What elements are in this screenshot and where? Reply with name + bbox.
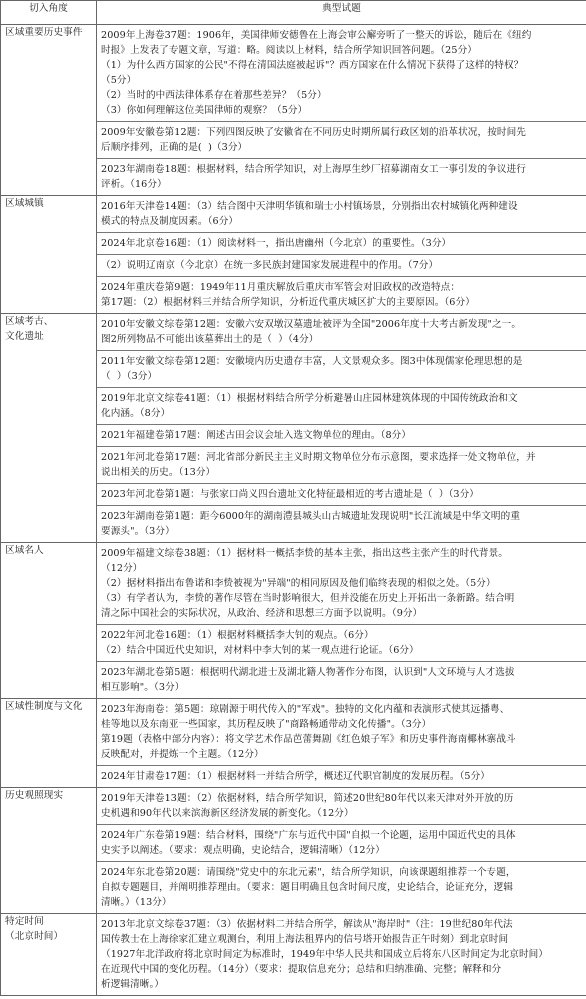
question-text-line: 史实予以阐述。（要求：观点明确，史论结合，逻辑清晰）（12分） <box>101 845 385 856</box>
question-item <box>97 824 586 861</box>
question-text-line: 评析。（16分） <box>101 179 167 190</box>
question-text-line: 2021年福建卷第17题：阐述古田会议会址入选文物单位的理由。（8分） <box>101 430 412 441</box>
header-typical-questions: 典型试题 <box>97 1 586 25</box>
question-text-line: 2022年河北卷16题：（1）根据材料概括李大钊的观点。（6分） <box>101 630 374 641</box>
question-item <box>97 505 586 542</box>
question-item <box>97 350 586 387</box>
question-text-line: 图2所列物品不可能出该墓葬出土的是（ ）（4分） <box>101 334 319 345</box>
question-item <box>97 861 586 913</box>
question-text-line: 第17题：（2）根据材料三并结合所学知识，分析近代重庆城区扩大的主要原因。（6分） <box>101 297 475 308</box>
category-label: 区域名人 <box>5 545 44 556</box>
question-item <box>101 788 582 824</box>
question-item <box>101 543 582 624</box>
question-item <box>97 158 586 195</box>
question-text-line: （2）当时的中西法律体系存在着那些差异？（5分） <box>101 90 327 101</box>
category-label: 文化遗址 <box>5 331 44 342</box>
question-text-line: （3）你如何理解这位美国律师的观察？（5分） <box>101 105 308 116</box>
question-text-line: 2023年湖南卷第1题：距今6000年的湖南澧县城头山古城遗址发现说明"长江流域是中华文明的重 <box>101 511 521 522</box>
question-text-line: 2024年北京卷16题：（1）阅读材料一，指出唐幽州（今北京）的重要性。（3分） <box>101 238 452 249</box>
category-label: 历史观照现实 <box>5 790 64 801</box>
question-text-line: （2）说明辽南京（今北京）在统一多民族封建国家发展进程中的作用。（7分） <box>101 260 439 271</box>
question-item <box>101 699 582 765</box>
table-row <box>1 25 586 196</box>
category-cell <box>1 914 97 996</box>
questions-cell <box>97 314 586 543</box>
question-text-line: 2009年安徽卷第12题：下列四图反映了安徽省在不同历史时期所属行政区划的沿革状况，按时间先 <box>101 127 526 138</box>
table-row <box>1 543 586 699</box>
question-text-line: 时报》上发表了专题文章，写道：略。阅读以上材料，结合所学知识回答问题。（25分） <box>101 45 477 56</box>
question-text-line: （1）为什么西方国家的公民"不得在清国法庭被起诉"？西方国家在什么情况下获得了这样的特权？ <box>101 60 524 71</box>
question-item <box>97 624 586 661</box>
category-cell <box>1 788 97 914</box>
question-text-line: （2）结合中国近代史知识，对材料中李大钊的某一观点进行论证。（6分） <box>101 645 419 656</box>
table-row <box>1 196 586 314</box>
question-text-line: 史机遇和90年代以来滨海新区经济发展的新变化。（12分） <box>101 808 354 819</box>
category-label: 区域考古、 <box>5 316 54 327</box>
question-item <box>97 276 586 313</box>
header-angle: 切入角度 <box>1 1 97 25</box>
question-item <box>97 765 586 787</box>
question-item <box>97 424 586 446</box>
question-text-line: 2023年河北卷第1题：与张家口尚义四台遗址文化特征最相近的考古遗址是（ ）（3分） <box>101 489 480 500</box>
table-row <box>1 788 586 914</box>
question-text-line: 清之际中国社会的实际状况，从政治、经济和思想三方面予以说明。（9分） <box>101 608 423 619</box>
questions-cell <box>97 699 586 788</box>
question-text-line: 2024年广东卷第19题：结合材料，围绕"广东与近代中国"自拟一个论题，运用中国近代史的具体 <box>101 830 516 841</box>
question-text-line: 2021年河北卷第17题：河北省部分新民主主义时期文物单位分布示意图，要求选择一处文物单位，并 <box>101 452 536 463</box>
question-text-line: 在近现代中国的变化历程。（14分）（要求：提取信息充分；总结和归纳准确、完整；解释和分 <box>101 964 502 975</box>
question-item <box>97 483 586 505</box>
question-text-line: 要源头"。（3分） <box>101 526 175 537</box>
questions-cell <box>97 543 586 699</box>
question-text-line: 2013年北京文综卷37题：（3）依据材料二并结合所学，解读从"海岸时"（注：19世纪80年代法 <box>101 919 513 930</box>
question-text-line: （12分） <box>101 563 143 574</box>
question-text-line: 2023年湖南卷18题：根据材料，结合所学知识，对上海厚生纱厂招募湖南女工一事引发的争议进行 <box>101 164 526 175</box>
question-text-line: 第19题（表格中部分内容）：将文学艺术作品芭蕾舞剧《红色娘子军》和历史事件海南椰林寨战斗 <box>101 734 516 745</box>
question-text-line: 国传教士在上海徐家汇建立观测台，利用上海法租界内的信号塔开始报告正午时刻）到北京时间 <box>101 934 509 945</box>
question-text-line: 后顺序排列，正确的是( )（3分） <box>101 142 248 153</box>
question-text-line: 反映配对，并提炼一个主题。（12分） <box>101 749 264 760</box>
category-cell <box>1 196 97 314</box>
question-text-line: （3）有学者认为，李贽的著作尽管在当时影响很大，但并没能在历史上开拓出一条新路。结合明 <box>101 593 515 604</box>
question-item <box>97 387 586 424</box>
question-text-line: 2024年甘肃卷17题：（1）根据材料一并结合所学，概述辽代职官制度的发展历程。（5分） <box>101 771 491 782</box>
question-text-line: 2016年天津卷14题：（3）结合图中天津明华镇和瑞士小村镇场景，分别指出农村城镇化两种建设 <box>101 201 518 212</box>
question-text-line: （1927年北洋政府将北京时间定为标准时，1949年中华人民共和国成立后将东八区时间定为北京时间） <box>101 949 549 960</box>
question-item <box>97 446 586 483</box>
category-label: 特定时间 <box>5 916 44 927</box>
table-row <box>1 314 586 543</box>
question-item <box>97 254 586 276</box>
question-text-line: 相互影响"。（3分） <box>101 682 185 693</box>
question-item <box>101 25 582 121</box>
question-text-line: 模式的特点及制度因素。（6分） <box>101 216 239 227</box>
category-cell <box>1 699 97 788</box>
question-text-line: 桂等地以及东南亚一些国家，其历程反映了"商路畅通带动文化传播"。（3分） <box>101 719 432 730</box>
question-text-line: 2010年安徽文综卷第12题：安徽六安双墩汉墓遗址被评为全国"2006年度十大考古新发现"之一。 <box>101 319 522 330</box>
question-text-line: 2019年天津卷13题：（2）依据材料，结合所学知识，简述20世纪80年代以来天津对外开放的历 <box>101 793 514 804</box>
question-text-line: 2024年东北卷第20题：请围绕"党史中的东北元素"，结合所学知识，向该课题组推荐一个专题， <box>101 867 516 878</box>
question-text-line: 2023年海南卷：第5题：琼剧源于明代传入的"军戏"。独特的文化内蕴和表演形式使其远播粤、 <box>101 704 510 715</box>
category-label: 区域城镇 <box>5 198 44 209</box>
question-text-line: （5分） <box>101 75 137 86</box>
questions-cell <box>97 196 586 314</box>
question-item <box>101 914 582 995</box>
question-text-line: 析逻辑清晰。） <box>101 979 165 990</box>
question-text-line: 2011年安徽文综卷第12题：安徽境内历史遗存丰富，人文景观众多。图3中体现儒家伦理思想的是 <box>101 356 523 367</box>
question-text-line: 2009年上海卷37题：1906年，美国律师安德鲁在上海会审公廨旁听了一整天的诉讼，随后在《纽约 <box>101 30 532 41</box>
question-text-line: 自拟专题题目，并阐明推荐理由。（要求：题目明确且包含时间尺度，史论结合，论证充分，逻辑 <box>101 882 514 893</box>
category-label: 区域重要历史事件 <box>5 27 83 38</box>
table-row <box>1 914 586 996</box>
table-body <box>1 25 586 996</box>
question-text-line: 2024年重庆卷第9题：1949年11月重庆解放后重庆市军管会对旧政权的改造特点： <box>101 282 461 293</box>
questions-cell <box>97 914 586 996</box>
question-item <box>97 121 586 158</box>
question-text-line: （ ）（3分） <box>101 371 158 382</box>
question-item <box>101 196 582 232</box>
question-text-line: 清晰。）（13分） <box>101 897 172 908</box>
question-text-line: 2009年福建文综卷38题：（1）据材料一概括李贽的基本主张，指出这些主张产生的时代背景。 <box>101 548 508 559</box>
table-header-row <box>1 1 586 25</box>
category-label: 区域性制度与文化 <box>5 701 83 712</box>
question-text-line: 2019年北京文综卷41题：（1）根据材料结合所学分析避暑山庄园林建筑体现的中国传统政治和文 <box>101 393 518 404</box>
questions-cell <box>97 25 586 196</box>
category-label: （北京时间） <box>5 931 64 942</box>
question-text-line: （2）据材料指出布鲁诺和李贽被视为"异端"的相同原因及他们临终表现的相似之处。（5分） <box>101 578 496 589</box>
question-text-line: 2023年湖北卷第5题：根据明代湖北进士及湖北籍人物著作分布图，认识到"人文环境与人才选拔 <box>101 667 515 678</box>
questions-cell <box>97 788 586 914</box>
category-cell <box>1 314 97 543</box>
question-item <box>101 314 582 350</box>
category-cell <box>1 543 97 699</box>
question-item <box>97 232 586 254</box>
category-cell <box>1 25 97 196</box>
question-text-line: 说出相关的历史。（13分） <box>101 467 216 478</box>
table-row <box>1 699 586 788</box>
question-item <box>97 661 586 698</box>
question-text-line: 化内涵。（8分） <box>101 408 171 419</box>
